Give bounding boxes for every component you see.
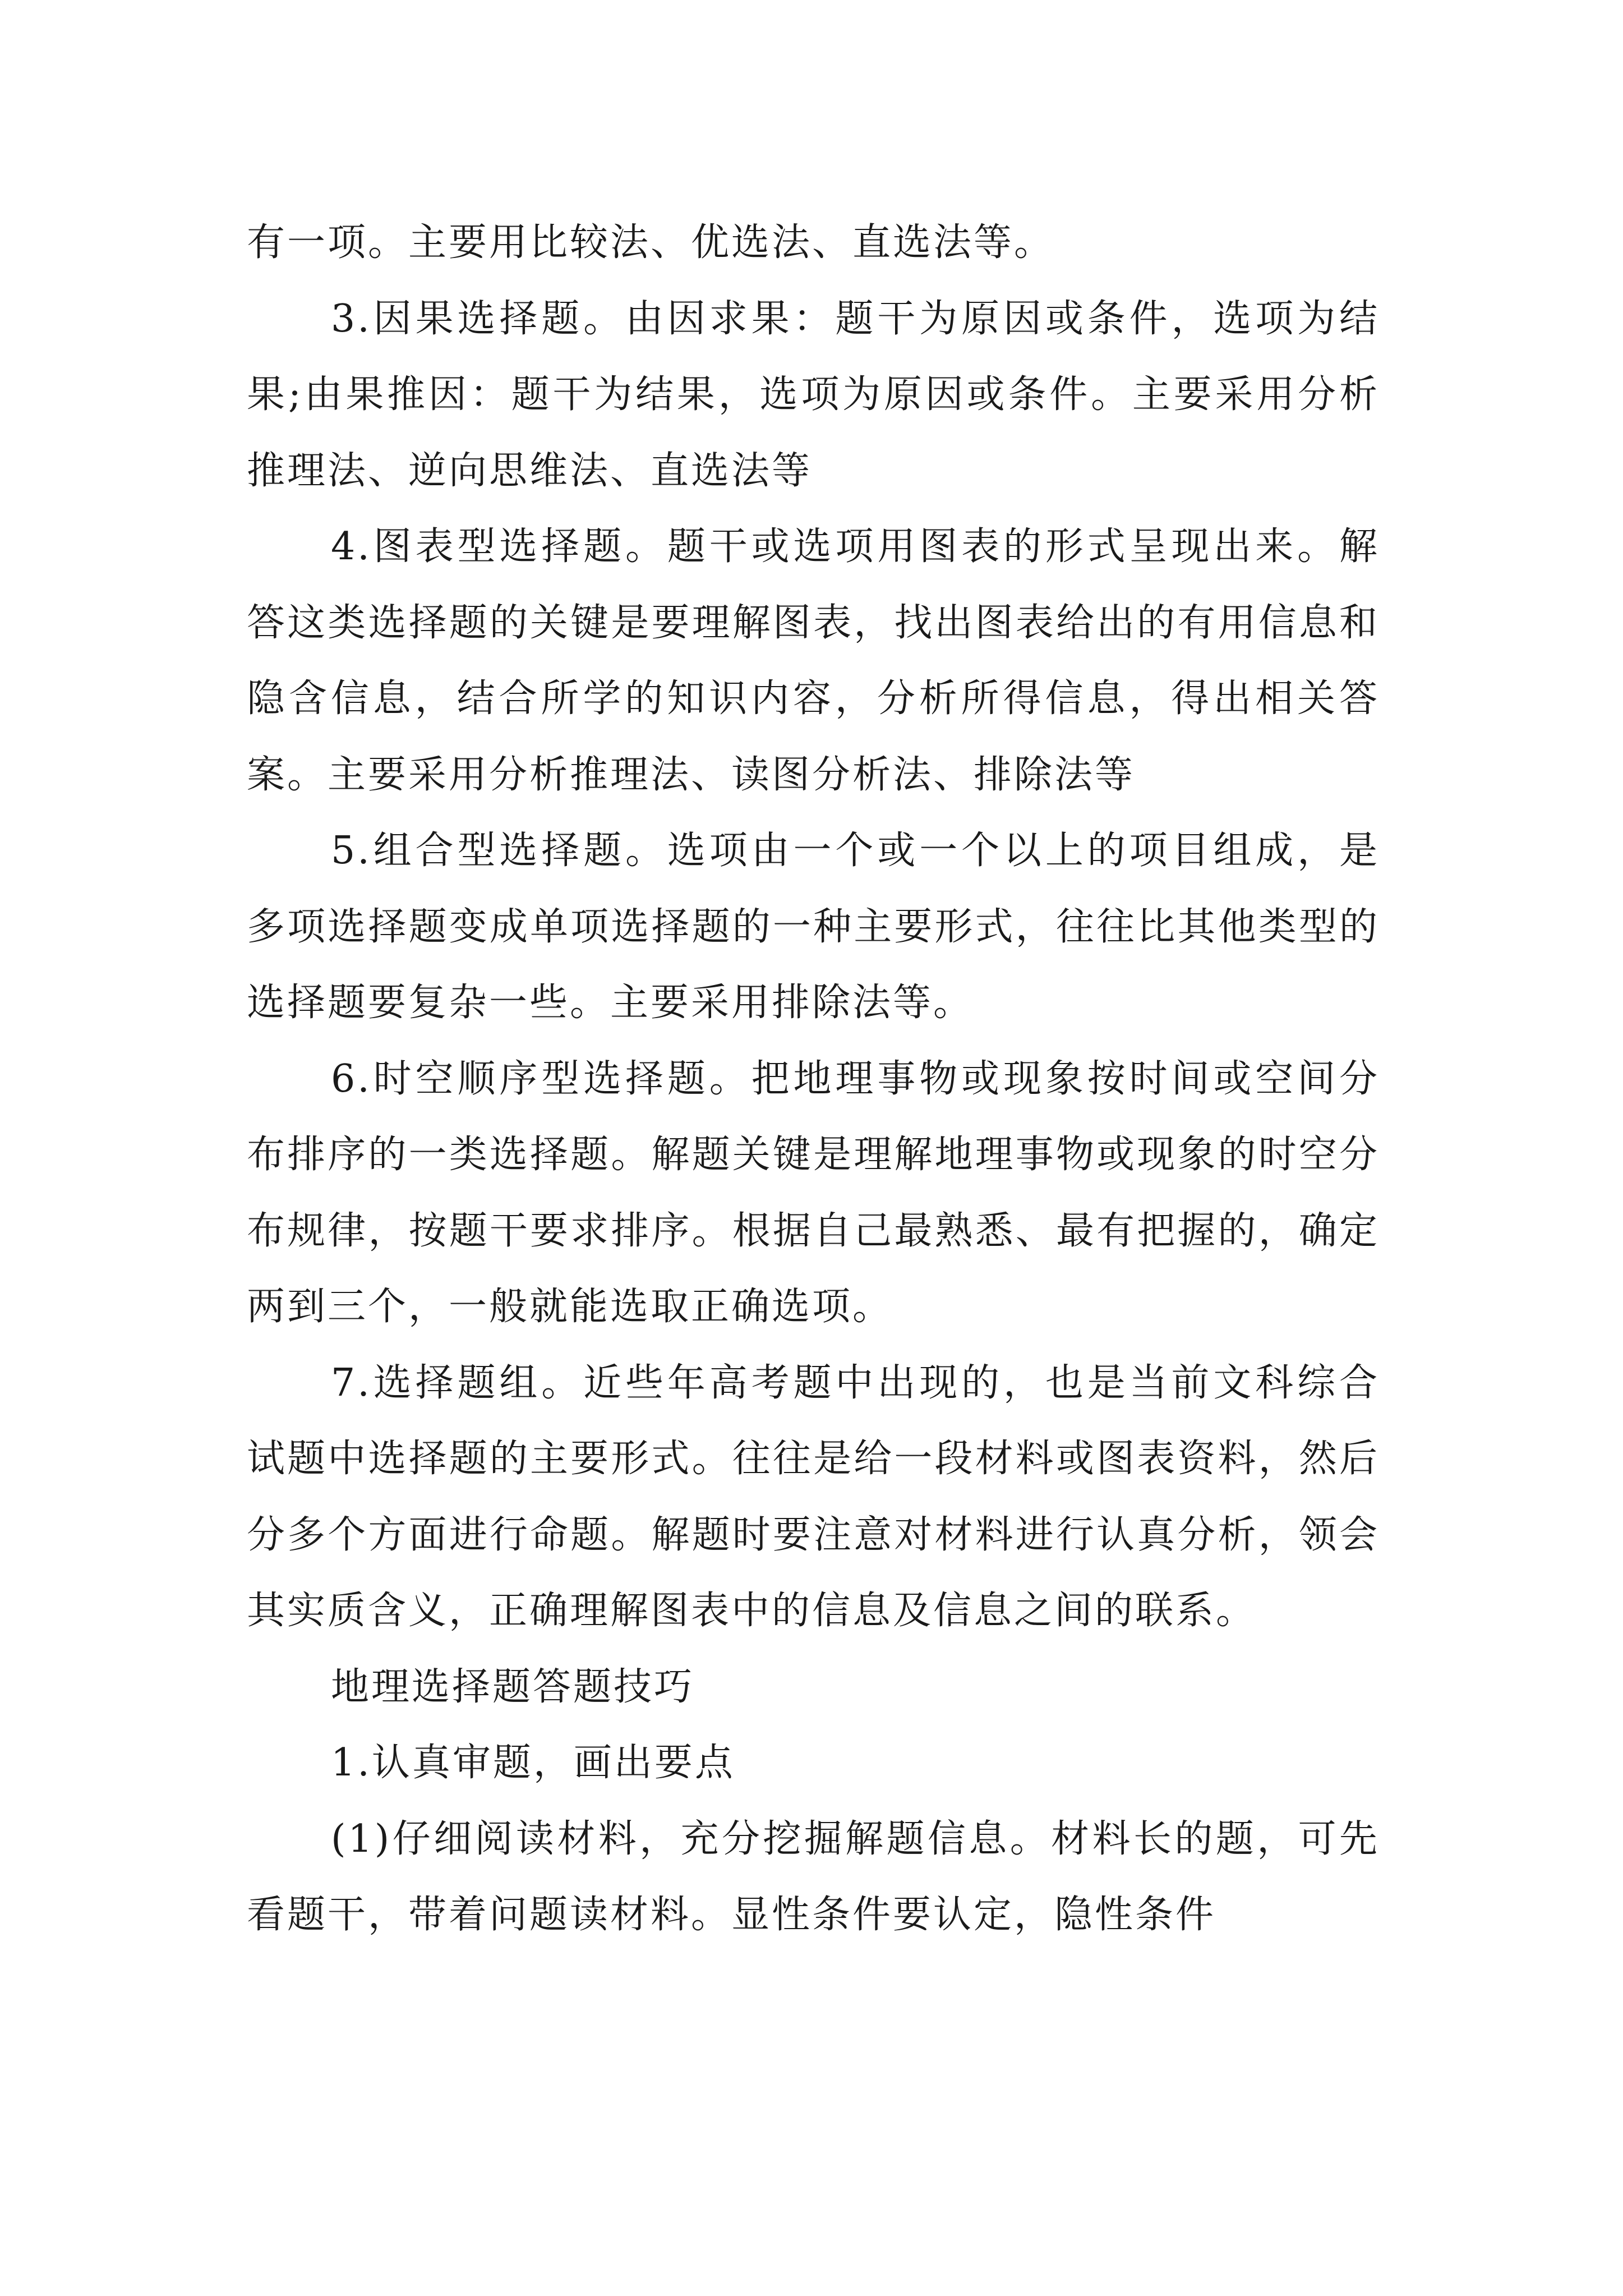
paragraph-chart-questions: 4.图表型选择题。题干或选项用图表的形式呈现出来。解答这类选择题的关键是要理解图表，找出图表给出的有用信息和隐含信息，结合所学的知识内容，分析所得信息，得出相关答案。主要采用分析推理法、读图分析法、排除法等	[247, 524, 1380, 797]
subsection-heading: 1.认真审题，画出要点	[331, 1741, 735, 1785]
paragraph-sequence-questions: 6.时空顺序型选择题。把地理事物或现象按时间或空间分布排序的一类选择题。解题关键是理解地理事物或现象的时空分布规律，按题干要求排序。根据自己最熟悉、最有把握的，确定两到三个，一般就能选取正确选项。	[247, 1056, 1380, 1329]
document-body	[247, 205, 1380, 1953]
section-heading: 地理选择题答题技巧	[331, 1664, 695, 1709]
paragraph-combination-questions: 5.组合型选择题。选项由一个或一个以上的项目组成，是多项选择题变成单项选择题的一种主要形式，往往比其他类型的选择题要复杂一些。主要采用排除法等。	[247, 829, 1380, 1025]
paragraph-question-groups: 7.选择题组。近些年高考题中出现的，也是当前文科综合试题中选择题的主要形式。往往是给一段材料或图表资料，然后分多个方面进行命题。解题时要注意对材料进行认真分析，领会其实质含义，正确理解图表中的信息及信息之间的联系。	[247, 1360, 1380, 1633]
paragraph-continuation: 有一项。主要用比较法、优选法、直选法等。	[247, 220, 1055, 265]
paragraph-causal-questions: 3.因果选择题。由因求果：题干为原因或条件，选项为结果;由果推因：题干为结果，选项为原因或条件。主要采用分析推理法、逆向思维法、直选法等	[247, 296, 1380, 493]
paragraph-read-material: (1)仔细阅读材料，充分挖掘解题信息。材料长的题，可先看题干，带着问题读材料。显性条件要认定，隐性条件	[247, 1816, 1380, 1937]
